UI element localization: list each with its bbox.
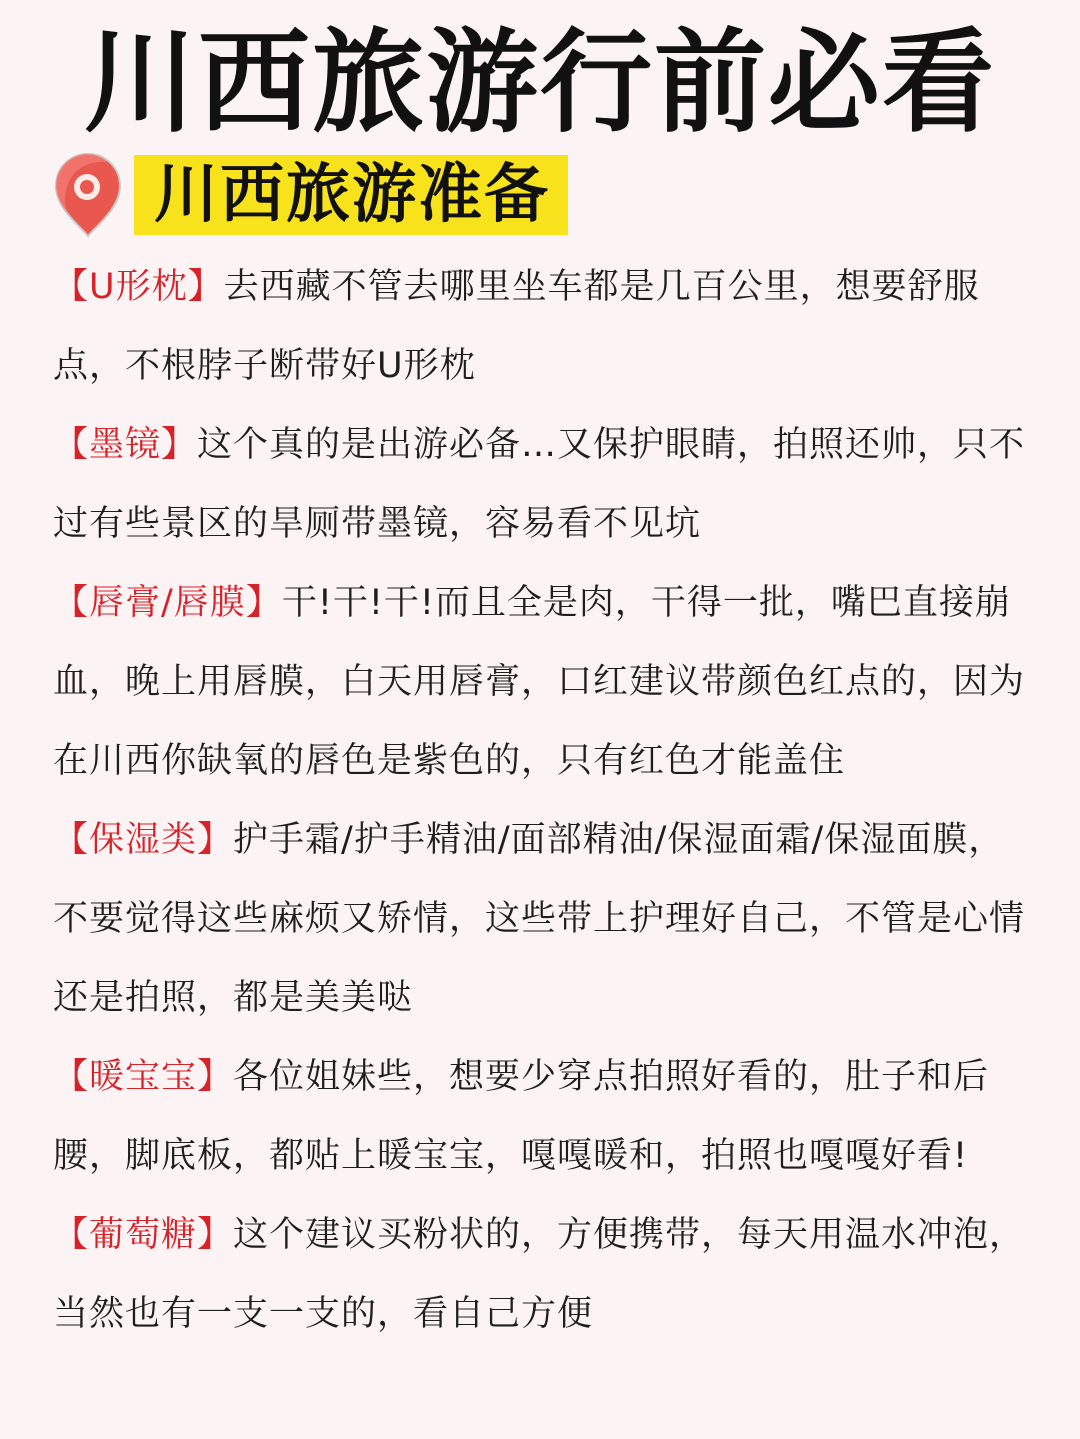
item-label: 暖宝宝 [89,1057,198,1097]
item-text: 干!干!干!而且全是肉，干得一批，嘴巴直接崩血，晚上用唇膜，白天用唇膏，口红建议带颜色红点的，因为在川西你缺氧的唇色是紫色的，只有红色才能盖住 [53,583,1026,781]
item-text: 去西藏不管去哪里坐车都是几百公里，想要舒服点，不根脖子断带好U形枕 [53,267,980,386]
list-item [53,1196,1038,1354]
location-pin-icon [50,150,126,240]
section-header [50,150,568,240]
item-label: U形枕 [89,267,188,307]
item-label: 葡萄糖 [89,1215,198,1255]
content-body [53,248,1038,1354]
list-item [53,1038,1038,1196]
bracket-open: 【 [53,1057,90,1097]
page-title: 川西旅游行前必看 [84,18,996,148]
bracket-open: 【 [53,583,90,623]
list-item [53,801,1038,1038]
list-item [53,406,1038,564]
item-label: 墨镜 [89,425,162,465]
bracket-open: 【 [53,1215,90,1255]
section-subtitle: 川西旅游准备 [134,155,568,235]
list-item [53,248,1038,406]
list-item [53,564,1038,801]
bracket-close: 】 [245,583,282,623]
item-text: 各位姐妹些，想要少穿点拍照好看的，肚子和后腰，脚底板，都贴上暖宝宝，嘎嘎暖和，拍照也嘎嘎好看! [53,1057,990,1176]
item-text: 这个真的是出游必备…又保护眼睛，拍照还帅，只不过有些景区的旱厕带墨镜，容易看不见坑 [53,425,1026,544]
bracket-close: 】 [187,267,224,307]
bracket-close: 】 [197,820,234,860]
item-text: 这个建议买粉状的，方便携带，每天用温水冲泡，当然也有一支一支的，看自己方便 [53,1215,1026,1334]
bracket-open: 【 [53,267,90,307]
bracket-open: 【 [53,820,90,860]
item-label: 唇膏/唇膜 [89,583,246,623]
bracket-close: 】 [197,1215,234,1255]
bracket-open: 【 [53,425,90,465]
bracket-close: 】 [161,425,198,465]
item-label: 保湿类 [89,820,198,860]
bracket-close: 】 [197,1057,234,1097]
item-text: 护手霜/护手精油/面部精油/保湿面霜/保湿面膜，不要觉得这些麻烦又矫情，这些带上护理好自己，不管是心情还是拍照，都是美美哒 [53,820,1026,1018]
